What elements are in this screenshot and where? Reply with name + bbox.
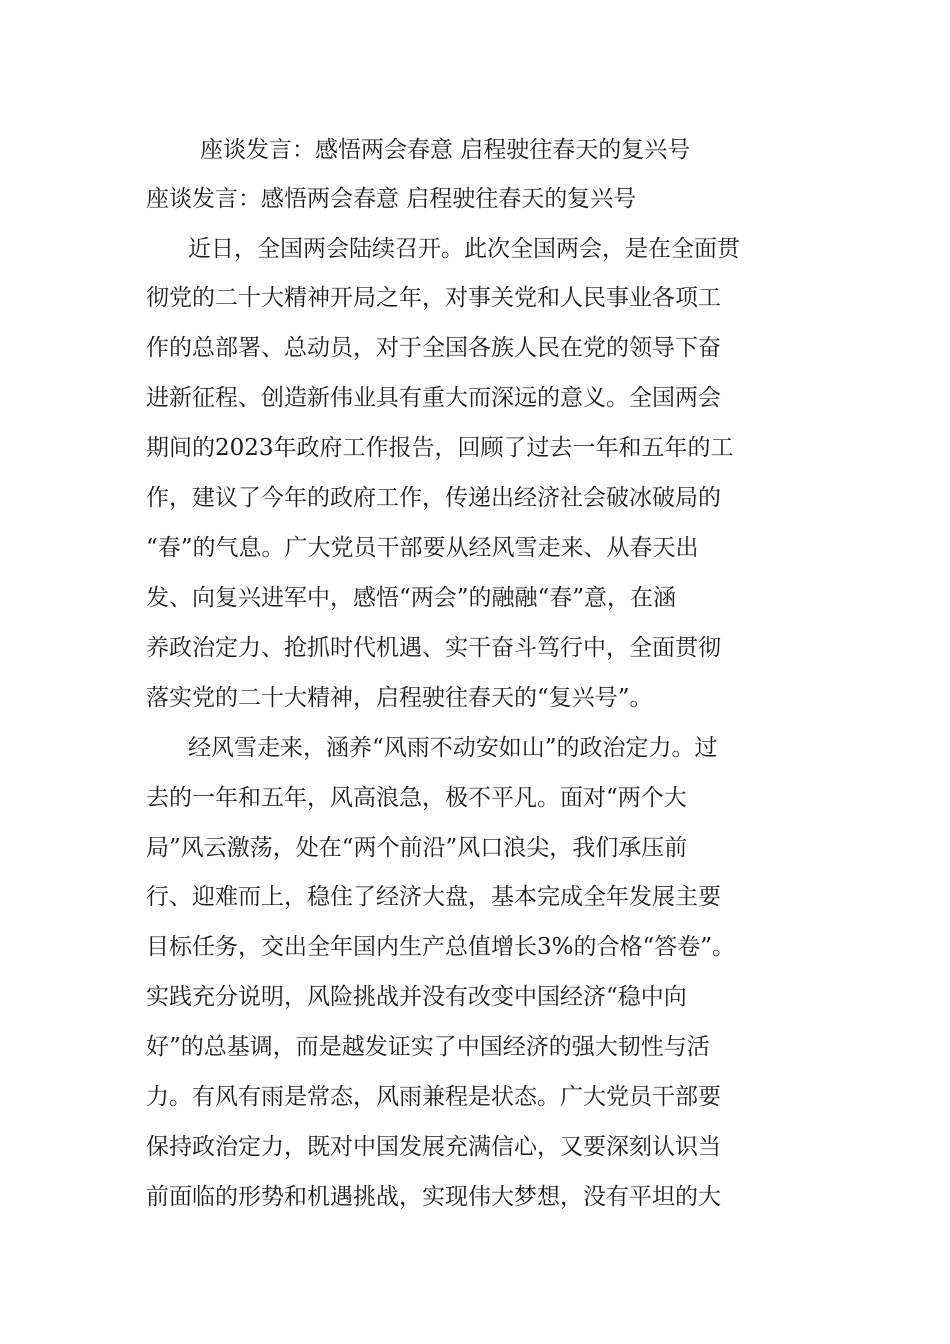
paragraph-1-line-8: 发、向复兴进军中，感悟“两会”的融融“春”意，在涵 xyxy=(146,585,677,611)
document-title: 座谈发言：感悟两会春意 启程驶往春天的复兴号 xyxy=(200,137,691,163)
paragraph-1-line-6: 作，建议了今年的政府工作，传递出经济社会破冰破局的 xyxy=(146,485,721,511)
paragraph-2-line-6: 实践充分说明，风险挑战并没有改变中国经济“稳中向 xyxy=(146,984,687,1010)
paragraph-2-line-8: 力。有风有雨是常态，风雨兼程是状态。广大党员干部要 xyxy=(146,1084,721,1110)
paragraph-1-line-9: 养政治定力、抢抓时代机遇、实干奋斗笃行中，全面贯彻 xyxy=(146,635,721,661)
paragraph-1-line-10: 落实党的二十大精神，启程驶往春天的“复兴号”。 xyxy=(146,685,653,711)
paragraph-2-line-5: 目标任务，交出全年国内生产总值增长3%的合格“答卷”。 xyxy=(146,934,736,960)
paragraph-2-line-1: 经风雪走来，涵养“风雨不动安如山”的政治定力。过 xyxy=(188,735,718,761)
paragraph-2-line-4: 行、迎难而上，稳住了经济大盘，基本完成全年发展主要 xyxy=(146,884,721,910)
paragraph-2-line-10: 前面临的形势和机遇挑战，实现伟大梦想，没有平坦的大 xyxy=(146,1184,721,1210)
paragraph-1-line-4: 进新征程、创造新伟业具有重大而深远的意义。全国两会 xyxy=(146,385,721,411)
paragraph-2-line-9: 保持政治定力，既对中国发展充满信心，又要深刻认识当 xyxy=(146,1134,721,1160)
paragraph-1-line-3: 作的总部署、总动员，对于全国各族人民在党的领导下奋 xyxy=(146,335,721,361)
paragraph-1-line-2: 彻党的二十大精神开局之年，对事关党和人民事业各项工 xyxy=(146,285,721,311)
paragraph-1-line-5: 期间的2023年政府工作报告，回顾了过去一年和五年的工 xyxy=(146,435,734,461)
paragraph-2-line-2: 去的一年和五年，风高浪急，极不平凡。面对“两个大 xyxy=(146,785,687,811)
paragraph-1-line-1: 近日，全国两会陆续召开。此次全国两会，是在全面贯 xyxy=(188,236,740,262)
document-subtitle: 座谈发言：感悟两会春意 启程驶往春天的复兴号 xyxy=(146,186,637,212)
paragraph-1-line-7: “春”的气息。广大党员干部要从经风雪走来、从春天出 xyxy=(146,535,699,561)
paragraph-2-line-3: 局”风云激荡，处在“两个前沿”风口浪尖，我们承压前 xyxy=(146,835,688,861)
paragraph-2-line-7: 好”的总基调，而是越发证实了中国经济的强大韧性与活 xyxy=(146,1034,710,1060)
